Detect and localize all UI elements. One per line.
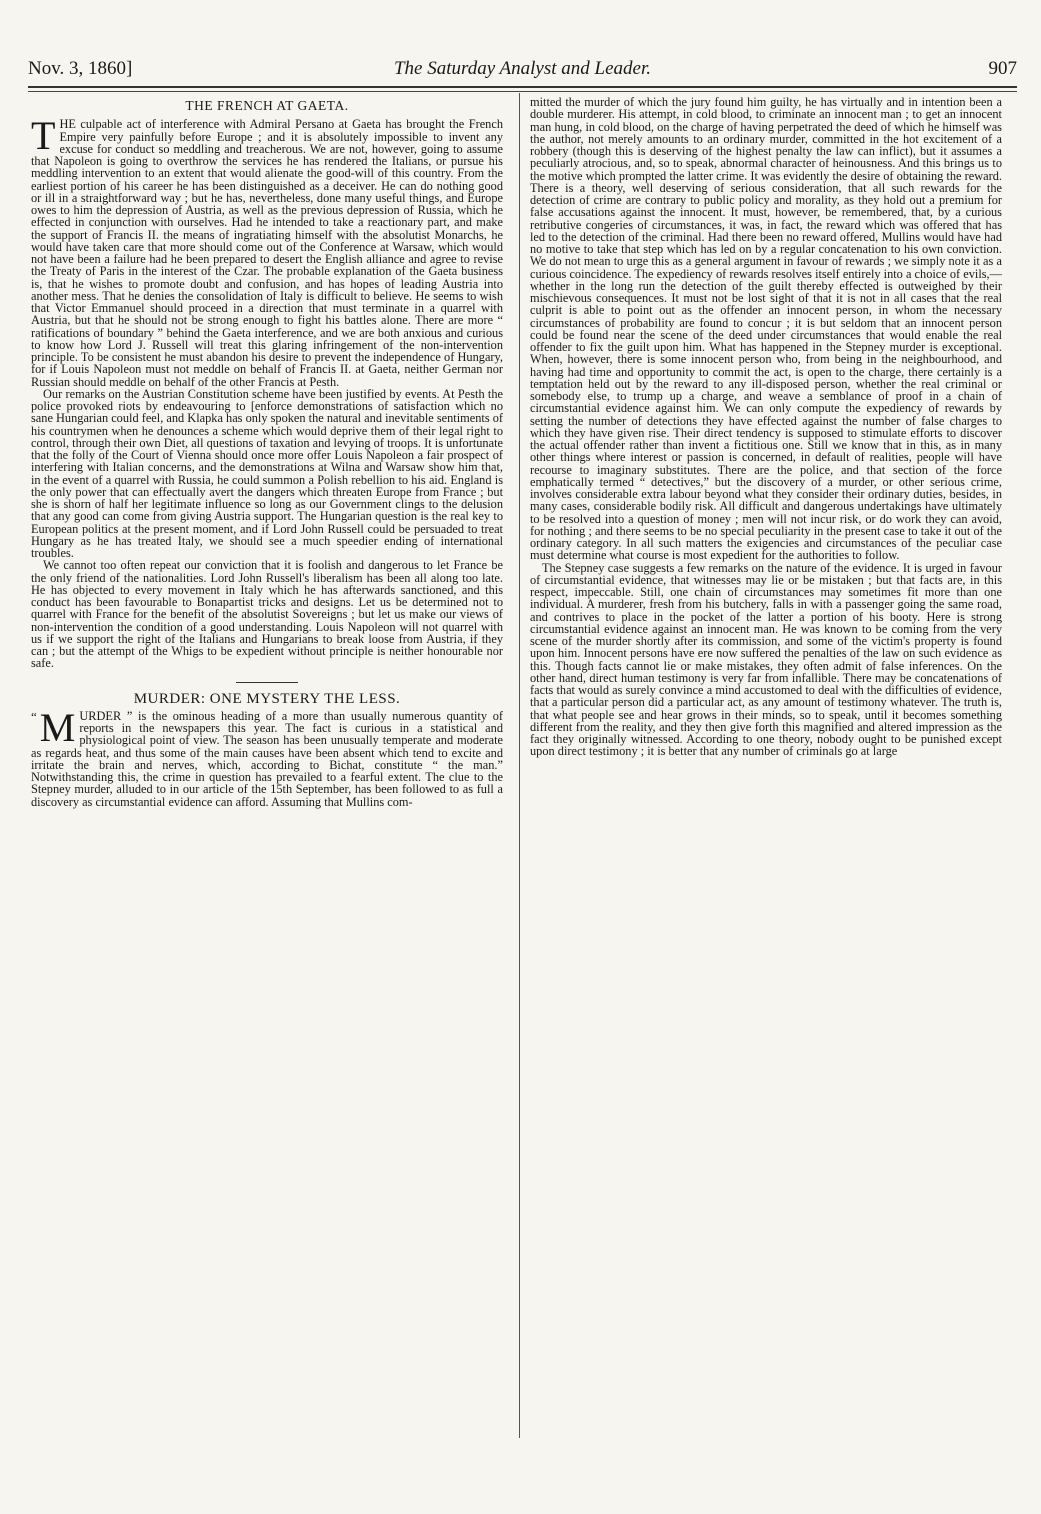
open-quote: “ bbox=[31, 708, 37, 724]
article-title-murder: MURDER: ONE MYSTERY THE LESS. bbox=[133, 690, 401, 707]
article2-paragraph-1 bbox=[31, 704, 503, 809]
article-title-french-at-gaeta: THE FRENCH AT GAETA. bbox=[185, 98, 349, 113]
dropcap-letter: T bbox=[31, 113, 56, 159]
article1-paragraph-1-text: HE culpable act of interference with Admiral Persano at Gaeta has brought the French Empire very painfully before Europe ; and it is absolutely impossible to invent any excuse for conduct so meddling and treacherous. We are not, however, going to assume that Napoleon is going to overthrow the services he has rendered the Italians, or pursue his meddling intervention to an extent that would alienate the good-will of this country. From the earliest portion of his career he has been distinguished as a deceiver. He can do nothing good or ill in a straightforward way ; but he has, nevertheless, done many useful things, and Europe owes to him the depression of Austria, as well as the previous depression of Russia, which he effected in conjunction with ourselves. Had he intended to take a reactionary part, and make the support of Francis II. the means of ingratiating himself with the absolutist Monarchs, he would have taken care that more should come out of the Conference at Warsaw, which would not have been a failure had he been prepared to desert the English alliance and agree to revise the Treaty of Paris in the interest of the Czar. The probable explanation of the Gaeta business is, that he wishes to promote doubt and confusion, and has hopes of leading Austria into another mess. That he denies the consolidation of Italy is difficult to believe. He seems to wish that Victor Emmanuel should proceed in a direction that must terminate in a quarrel with Austria, but that he should not be strong enough to fight his battles alone. There are more “ ratifications of boundary ” behind the Gaeta interference, and we are both anxious and curious to know how Lord J. Russell will treat this glaring infringement of the non-intervention principle. To be consistent he must abandon his desire to prevent the independence of Hungary, for if Louis Napoleon must not meddle on behalf of Francis II. at Gaeta, neither German nor Russian should meddle on behalf of the other Francis at Pesth. bbox=[31, 117, 503, 389]
article1-paragraph-3: We cannot too often repeat our conviction that it is foolish and dangerous to let France be the only friend of the nationalities. Lord John Russell's liberalism has been all along too late. He has objected to every movement in Italy which he has afterwards sanctioned, and this conduct has been favourable to Bonapartist tricks and designs. Let us be determined not to quarrel with France for the benefit of the absolutist Sovereigns ; but let us make our views of non-intervention the condition of a good understanding. Louis Napoleon will not quarrel with us if we support the right of the Italians and Hungarians to break loose from Austria, if they can ; but the attempt of the Whigs to be expedient without principle is neither honourable nor safe. bbox=[31, 558, 503, 671]
running-head bbox=[28, 58, 1017, 88]
page-number: 907 bbox=[988, 58, 1017, 79]
article1-paragraph-1 bbox=[31, 113, 503, 389]
dropcap-letter: M bbox=[39, 704, 76, 750]
right-column bbox=[530, 96, 1002, 758]
article-separator bbox=[236, 682, 298, 683]
column-divider bbox=[519, 93, 520, 1438]
article2-paragraph-1-text: URDER ” is the ominous heading of a more than usually numerous quantity of reports in the newspapers this year. The fact is curious in a statistical and physiological point of view. The season has been unusually temperate and moderate as regards heat, and thus some of the main causes have been absent which tend to excite and irritate the brain and nerves, which, according to Bichat, constitute “ the man.” Notwithstanding this, the crime in question has prevailed to a fearful extent. The clue to the Stepney murder, alluded to in our article of the 15th September, has been followed to as full a discovery as circumstantial evidence can afford. Assuming that Mullins com- bbox=[31, 708, 503, 809]
header-rule bbox=[28, 86, 1017, 88]
article2-paragraph-1-continued: mitted the murder of which the jury found him guilty, he has virtually and in intention been a double murderer. His attempt, in cold blood, to criminate an innocent man ; to get an innocent man hung, in cold blood, on the charge of having perpetrated the deed of which he himself was the author, not merely amounts to an ordinary murder, committed in the hot excitement of a robbery (though this is deserving of the highest penalty the law can inflict), but it assumes a peculiarly atrocious, and, so to speak, abnormal character of heinousness. And this brings us to the motive which prompted the latter crime. It was evidently the desire of obtaining the reward. There is a theory, well deserving of serious consideration, that all such rewards for the detection of crime are contrary to public policy and morality, as they hold out a premium for false accusations against the innocent. It must, however, be remembered, that, by a curious retributive congeries of circumstances, it was, in fact, the reward which was offered that has led to the detection of the criminal. Had there been no reward offered, Mullins would have had no motive to take that step which has led on by a regular concatenation to his own conviction. We do not mean to urge this as a general argument in favour of rewards ; we simply note it as a curious coincidence. The expediency of rewards resolves itself entirely into a choice of evils,—whether in the long run the detection of the guilt thereby effected is outweighed by their mischievous consequences. It must not be lost sight of that it is not in all cases that the real culprit is able to point out as the offender an innocent person, in whom the necessary circumstances of probability are found to concur ; it is but seldom that an innocent person could be found near the scene of the deed under circumstances that would enable the real offender to fix the guilt upon him. What has happened in the Stepney murder is exceptional. When, however, there is some innocent person who, from being in the neighbourhood, and having had time and opportunity to commit the act, is open to the charge, there certainly is a temptation held out by the reward to any ill-disposed person, whether the real criminal or somebody else, to trump up a charge, and weave a semblance of proof in a chain of circumstantial evidence against him. We can only compute the expediency of rewards by setting the number of detections they have effected against the number of false charges to which they have given rise. Their direct tendency is supposed to stimulate efforts to discover the actual offender rather than invent a fictitious one. Still we know that in this, as in many other things where interest or passion is concerned, in default of realities, people will have recourse to imaginary substitutes. There are the police, and that section of the force emphatically termed “ detectives,” but the discovery of a murder, or other serious crime, involves considerable extra labour beyond what they consider their ordinary duties, besides, in many cases, considerable bodily risk. All difficult and dangerous undertakings have ultimately to be resolved into a question of money ; men will not incur risk, or do work they can avoid, for nothing ; and there seems to be no special peculiarity in the present case to take it out of the ordinary category. In all such matters the exigencies and circumstances of the peculiar case must determine what course is most expedient for the authorities to follow. bbox=[530, 95, 1002, 563]
article2-paragraph-2: The Stepney case suggests a few remarks on the nature of the evidence. It is urged in favour of circumstantial evidence, that witnesses may lie or be mistaken ; but that facts are, in this respect, impeccable. Still, one chain of circumstances may sometimes fit more than one individual. A murderer, fresh from his butchery, falls in with a passenger going the same road, and contrives to place in the pocket of the latter a portion of his booty. Here is strong circumstantial evidence against an innocent man. He was known to be coming from the very scene of the murder shortly after its commission, and some of the victim's property is found upon him. Innocent persons have ere now suffered the penalties of the law on such evidence as this. Though facts cannot lie or make mistakes, they often admit of false inferences. On the other hand, direct human testimony is very far from infallible. There may be concatenations of facts that would as surely convince a mind accustomed to deal with the difficulties of evidence, that a particular person did a particular act, as any amount of testimony whatever. The truth is, that what people see and hear grows in their minds, so to speak, until it becomes something different from the reality, and they then give forth this magnified and altered impression as the fact they originally witnessed. According to one theory, nobody ought to be punished except upon direct testimony ; it is better that any number of criminals go at large bbox=[530, 560, 1002, 759]
left-column bbox=[31, 96, 503, 808]
header-rule-thin bbox=[28, 91, 1017, 92]
issue-date: Nov. 3, 1860] bbox=[28, 58, 133, 79]
publication-title: The Saturday Analyst and Leader. bbox=[393, 58, 652, 79]
article1-paragraph-2: Our remarks on the Austrian Constitution scheme have been justified by events. At Pesth the police provoked riots by endeavouring to [enforce demonstrations of satisfaction which no sane Hungarian could feel, and Klapka has only spoken the natural and inevitable sentiments of his countrymen when he denounces a scheme which would deprive them of their legal right to control, through their own Diet, all questions of taxation and levying of troops. It is unfortunate that the folly of the Court of Vienna should once more offer Louis Napoleon a fair prospect of interfering with Italian concerns, and the demonstrations at Wilna and Warsaw show him that, in the event of a quarrel with Russia, he could summon a Polish rebellion to his aid. England is the only power that can effectually avert the dangers which threaten Europe from France ; but she is shorn of half her legitimate influence so long as our Government clings to the delusion that any good can come from giving Austria support. The Hungarian question is the real key to European politics at the present moment, and if Lord John Russell could be persuaded to treat Hungary as he has treated Italy, we should see a much speedier ending of international troubles. bbox=[31, 386, 504, 560]
